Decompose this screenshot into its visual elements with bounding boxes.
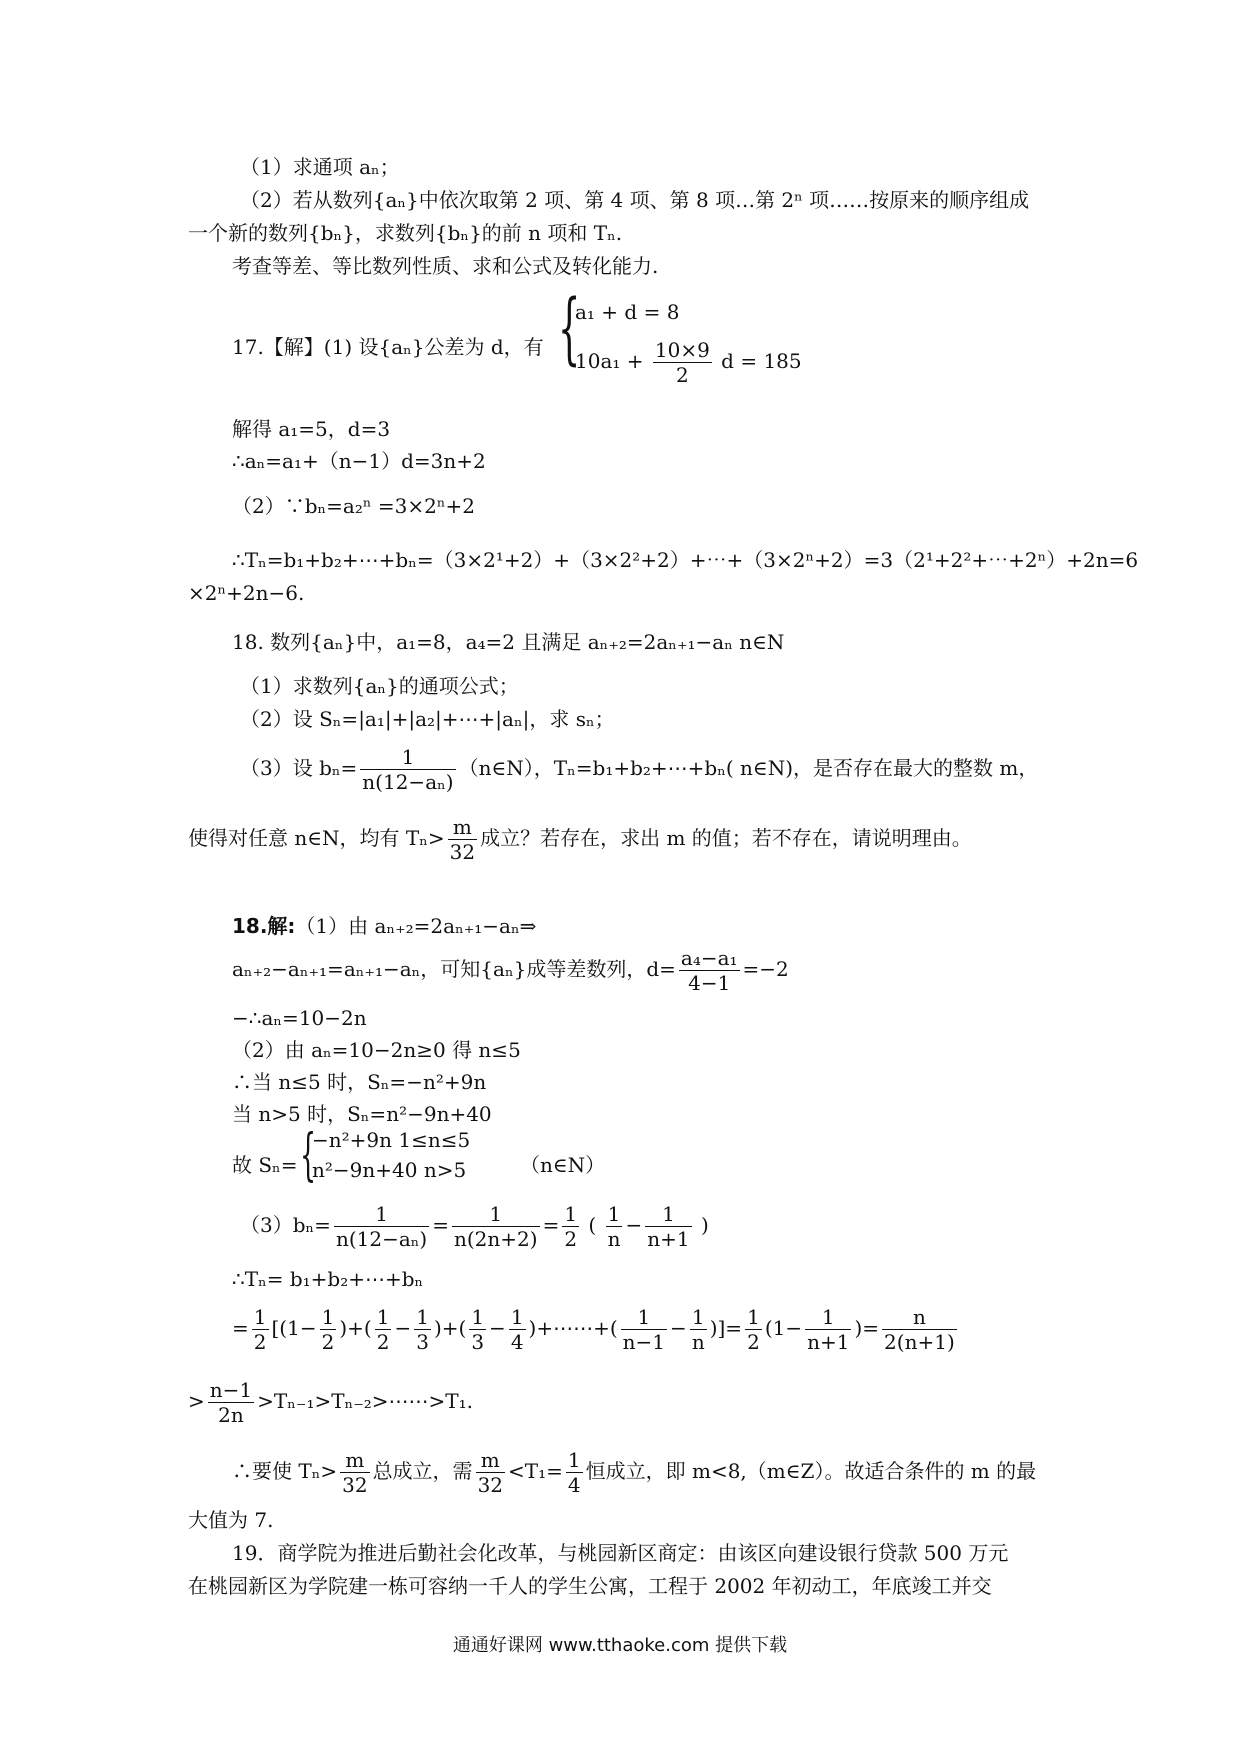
numerator: 1 xyxy=(690,1305,707,1330)
brace-symbol: { xyxy=(300,1123,317,1188)
denominator: 2 xyxy=(253,1330,267,1354)
fraction xyxy=(621,1305,667,1354)
denominator: 2 xyxy=(747,1330,760,1354)
denominator: n+1 xyxy=(647,1227,690,1251)
denominator: 3 xyxy=(416,1330,429,1354)
numerator: m xyxy=(448,815,477,840)
text: )]= xyxy=(709,1316,743,1340)
line-9: ∴Tₙ=b₁+b₂+⋯+bₙ=（3×2¹+2）+（3×2²+2）+⋯+（3×2ⁿ+2）=3（2¹+2²+⋯+2ⁿ）+2n=6 xyxy=(232,548,1139,572)
fraction xyxy=(334,1202,429,1251)
numerator: 1 xyxy=(253,1305,267,1329)
fraction xyxy=(562,1202,579,1251)
line-20: ∴当 n≤5 时，Sₙ=−n²+9n xyxy=(232,1070,487,1094)
numerator: 1 xyxy=(416,1305,429,1329)
equals: = xyxy=(432,1213,449,1237)
numerator: 1 xyxy=(510,1305,524,1329)
denominator: n−1 xyxy=(622,1330,666,1354)
fraction xyxy=(679,946,740,995)
text: <T₁= xyxy=(508,1459,563,1483)
numerator: a₄−a₁ xyxy=(680,946,738,970)
line-19: （2）由 aₙ=10−2n≥0 得 n≤5 xyxy=(232,1038,521,1062)
text: aₙ₊₂−aₙ₊₁=aₙ₊₁−aₙ，可知{aₙ}成等差数列，d= xyxy=(232,957,676,981)
text: =−2 xyxy=(742,957,789,981)
fraction xyxy=(645,1202,691,1251)
line-14 xyxy=(240,745,1038,794)
page-footer: 通通好课网 www.tthaoke.com 提供下载 xyxy=(452,1635,788,1656)
numerator: n−1 xyxy=(209,1378,253,1402)
numerator: 10×9 xyxy=(654,338,710,362)
denominator: 32 xyxy=(342,1473,368,1497)
fraction xyxy=(340,1448,369,1497)
numerator: 1 xyxy=(564,1202,578,1226)
case2-right: d = 185 xyxy=(721,349,802,373)
fraction xyxy=(414,1305,431,1354)
text: )= xyxy=(854,1316,880,1340)
numerator: 1 xyxy=(360,745,455,770)
line-22-suffix: （n∈N） xyxy=(520,1153,606,1177)
line-10: ×2ⁿ+2n−6. xyxy=(188,581,305,605)
line-15 xyxy=(188,815,972,864)
numerator: m xyxy=(340,1448,369,1473)
fraction xyxy=(448,815,477,864)
numerator: 1 xyxy=(321,1305,335,1329)
text: （3）bₙ= xyxy=(240,1213,331,1237)
fraction xyxy=(476,1448,505,1497)
fraction xyxy=(690,1305,707,1354)
text: 总成立，需 xyxy=(372,1459,473,1483)
line-24: ∴Tₙ= b₁+b₂+⋯+bₙ xyxy=(232,1267,424,1291)
line-21: 当 n>5 时，Sₙ=n²−9n+40 xyxy=(232,1102,492,1126)
fraction xyxy=(509,1305,526,1354)
fraction xyxy=(320,1305,337,1354)
equals: = xyxy=(542,1213,560,1237)
text: )+( xyxy=(339,1316,372,1340)
numerator: 1 xyxy=(471,1305,485,1329)
solution-heading: 18.解: xyxy=(232,914,296,938)
text: 恒成立，即 m<8,（m∈Z）。故适合条件的 m 的最 xyxy=(585,1459,1037,1483)
case-row-2: n²−9n+40 n>5 xyxy=(312,1158,467,1182)
fraction-half xyxy=(252,1305,269,1354)
numerator: 1 xyxy=(747,1305,760,1329)
line-7: ∴aₙ=a₁+（n−1）d=3n+2 xyxy=(232,449,486,473)
denominator: 2 xyxy=(564,1227,578,1251)
line-12: （1）求数列{aₙ}的通项公式； xyxy=(240,674,519,698)
line-23: （3）bₙ= $\frac{1}{\text{n(12−aₙ)}}$ = $\frac{1}{n(2n+2)}$ = $\frac{1}{2}$ ( $\frac{1}{n}$ − $\frac{1}{n+1}$ ) xyxy=(240,1202,709,1251)
denominator: 4 xyxy=(510,1330,524,1354)
fraction xyxy=(360,745,455,794)
line-30: 在桃园新区为学院建一栋可容纳一千人的学生公寓，工程于 2002 年初动工，年底竣工并交 xyxy=(188,1574,992,1598)
line-17 xyxy=(232,946,789,995)
numerator: m xyxy=(476,1448,505,1473)
numerator: 1 xyxy=(645,1202,691,1227)
denominator: 2 xyxy=(321,1330,335,1354)
text: > xyxy=(188,1389,205,1413)
denominator: n(12−aₙ) xyxy=(335,1227,428,1251)
fraction xyxy=(882,1305,957,1354)
text: [(1− xyxy=(271,1316,317,1340)
fraction xyxy=(208,1378,254,1427)
text: 使得对任意 n∈N，均有 Tₙ> xyxy=(188,826,445,850)
denominator: n(2n+2) xyxy=(453,1227,538,1251)
line-17-prefix: 17.【解】(1) 设{aₙ}公差为 d，有 xyxy=(232,335,544,359)
denominator: 32 xyxy=(449,840,476,864)
text: 成立？若存在，求出 m 的值；若不存在，请说明理由。 xyxy=(480,826,972,850)
numerator: 1 xyxy=(621,1305,667,1330)
fraction xyxy=(566,1448,583,1497)
text: （1）由 aₙ₊₂=2aₙ₊₁−aₙ⇒ xyxy=(295,914,537,938)
fraction xyxy=(375,1305,392,1354)
line-18: −∴aₙ=10−2n xyxy=(232,1006,367,1030)
text: （n∈N），Tₙ=b₁+b₂+⋯+bₙ( n∈N)，是否存在最大的整数 m， xyxy=(458,756,1039,780)
fraction xyxy=(805,1305,851,1354)
numerator: 1 xyxy=(376,1305,390,1329)
denominator: 2 xyxy=(376,1330,390,1354)
denominator: 4−1 xyxy=(688,971,731,995)
line-27 xyxy=(232,1448,1036,1497)
numerator: 1 xyxy=(567,1448,581,1472)
text: >Tₙ₋₁>Tₙ₋₂>⋯⋯>T₁. xyxy=(257,1389,474,1413)
line-28: 大值为 7. xyxy=(188,1508,274,1532)
line-2: （2）若从数列{aₙ}中依次取第 2 项、第 4 项、第 8 项…第 2ⁿ 项……按原来的顺序组成 xyxy=(240,188,1030,212)
fraction xyxy=(469,1305,486,1354)
denominator: 32 xyxy=(477,1473,504,1497)
denominator: n(12−aₙ) xyxy=(362,770,454,794)
denominator: n+1 xyxy=(807,1330,850,1354)
case2-left: 10a₁ + xyxy=(575,349,644,373)
line-29: 19．商学院为推进后勤社会化改革，与桃园新区商定：由该区向建设银行贷款 500 万元 xyxy=(232,1541,1009,1565)
text: （3）设 bₙ= xyxy=(240,756,358,780)
fraction-half xyxy=(745,1305,762,1354)
line-3: 一个新的数列{bₙ}，求数列{bₙ}的前 n 项和 Tₙ. xyxy=(188,221,623,245)
denominator: 3 xyxy=(471,1330,485,1354)
numerator: 1 xyxy=(805,1305,851,1330)
line-13: （2）设 Sₙ=|a₁|+|a₂|+⋯+|aₙ|，求 sₙ； xyxy=(240,707,615,731)
denominator: 2 xyxy=(675,363,689,387)
fraction xyxy=(452,1202,540,1251)
line-1: （1）求通项 aₙ； xyxy=(240,155,400,179)
text: )+⋯⋯+( xyxy=(528,1316,618,1340)
line-11: 18. 数列{aₙ}中，a₁=8，a₄=2 且满足 aₙ₊₂=2aₙ₊₁−aₙ n∈N xyxy=(232,630,785,654)
case-row-1: −n²+9n 1≤n≤5 xyxy=(312,1128,471,1152)
numerator: 1 xyxy=(452,1202,540,1227)
case-row-1: a₁ + d = 8 xyxy=(575,300,680,324)
denominator: 2n xyxy=(218,1403,244,1427)
brace-symbol: { xyxy=(558,284,581,374)
numerator: n xyxy=(882,1305,957,1330)
line-25: = $\frac{1}{2}$ [(1− $\frac{1}{2}$ )+( $\frac{1}{2}$ − $\frac{1}{3}$ )+( $\frac{1}{3}$ − $\frac{1}{4}$ )+⋯⋯+( $\frac{1}{n-1}$ − $\frac{1}{n}$ )]= $\frac{1}{2}$ (1− $\frac{1}{n+1}$ )= $\frac{n}{2(n+1)}$ xyxy=(232,1305,955,1354)
denominator: n xyxy=(607,1227,621,1251)
numerator: 1 xyxy=(606,1202,623,1227)
line-6: 解得 a₁=5，d=3 xyxy=(232,417,391,441)
line-8: （2）∵bₙ=a₂ⁿ =3×2ⁿ+2 xyxy=(232,494,475,518)
text: ∴要使 Tₙ> xyxy=(232,1459,338,1483)
fraction xyxy=(606,1202,623,1251)
case-row-2 xyxy=(575,338,802,387)
denominator: 2(n+1) xyxy=(884,1330,955,1354)
line-16 xyxy=(232,912,536,940)
line-22-prefix: 故 Sₙ= xyxy=(232,1153,298,1177)
line-4: 考查等差、等比数列性质、求和公式及转化能力. xyxy=(232,254,659,278)
line-26 xyxy=(188,1378,473,1427)
text: (1− xyxy=(764,1316,803,1340)
denominator: 4 xyxy=(567,1473,581,1497)
numerator: 1 xyxy=(334,1202,429,1227)
fraction xyxy=(653,338,712,387)
text: )+( xyxy=(433,1316,467,1340)
denominator: n xyxy=(691,1330,705,1354)
